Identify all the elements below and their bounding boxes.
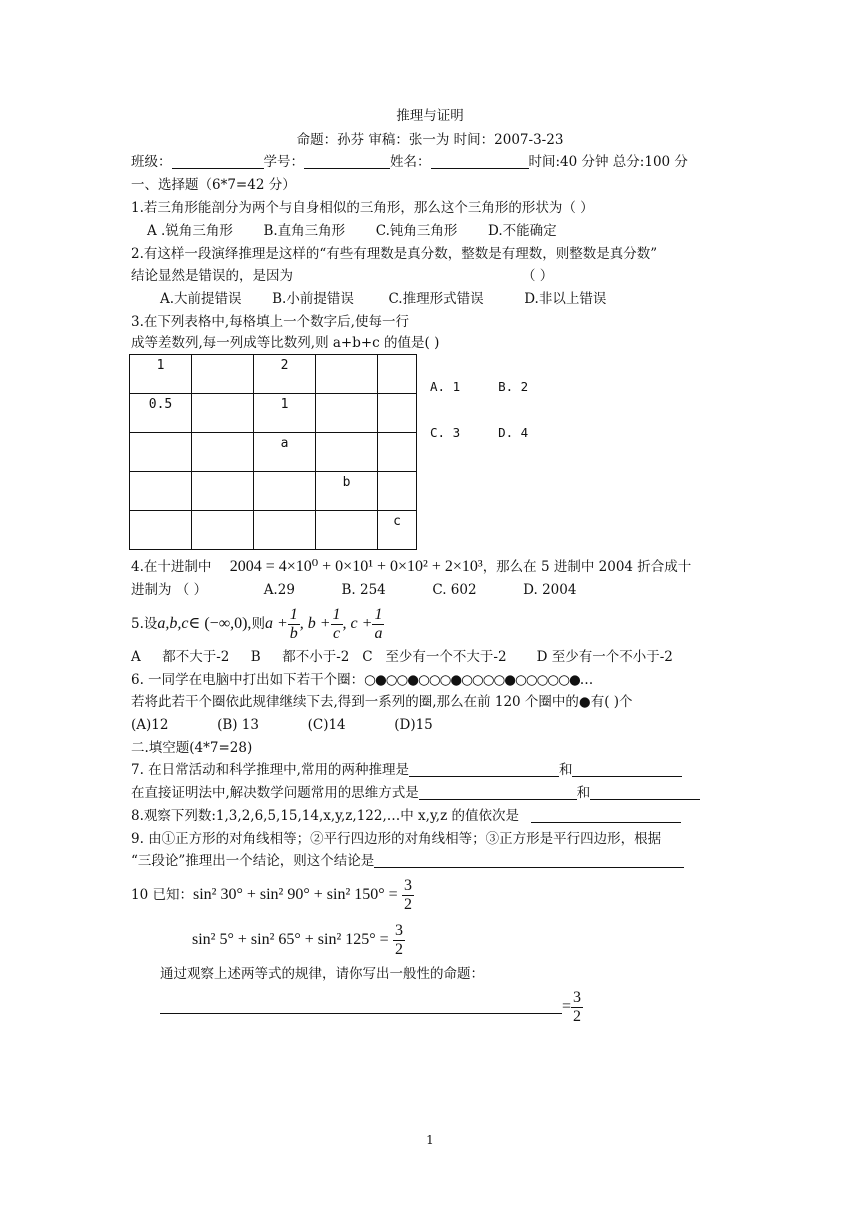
q7-line1 [131, 760, 682, 780]
q8-text: 8.观察下列数:1,3,2,6,5,15,14,x,y,z,122,…中 x,y,z 的值依次是 [131, 808, 519, 824]
q2-stem-line1: 2.有这样一段演绎推理是这样的“有些有理数是真分数，整数是有理数，则整数是真分数” [131, 246, 658, 262]
class-blank[interactable] [172, 154, 264, 169]
q6-option-d: (D)15 [394, 717, 433, 733]
grid-cell [130, 511, 192, 550]
q2-option-d: D.非以上错误 [524, 291, 607, 307]
q4-option-b: B. 254 [341, 582, 386, 598]
grid-cell [192, 472, 254, 511]
q6-option-c: (C)14 [307, 717, 346, 733]
q10-fraction-3 [571, 989, 583, 1026]
grid-cell [192, 511, 254, 550]
student-info-line [131, 152, 688, 172]
grid-cell: 1 [130, 355, 192, 394]
grid-cell: 2 [254, 355, 316, 394]
grid-cell [316, 511, 378, 550]
q2-answer-paren: （ ） [522, 268, 554, 284]
q9-blank[interactable] [374, 853, 684, 868]
q10-frac-den: 2 [573, 1008, 582, 1025]
name-label: 姓名： [390, 154, 431, 170]
q5-frac-num: 1 [332, 606, 341, 623]
q2-option-a: A.大前提错误 [160, 291, 242, 307]
q6-circle-sequence: ○●○○●○○○●○○○○●○○○○○●… [364, 672, 593, 688]
grid-cell [254, 472, 316, 511]
q5-fraction-b [288, 606, 300, 643]
grid-cell [378, 394, 417, 433]
q10-answer-line [160, 986, 583, 1028]
q5-fraction-a [372, 606, 384, 643]
grid-row [130, 472, 417, 511]
grid-cell [254, 511, 316, 550]
q4-option-d: D. 2004 [523, 582, 577, 598]
q10-frac-num: 3 [573, 989, 582, 1006]
q5-expr-c: , c + [342, 615, 373, 632]
student-no-label: 学号： [263, 154, 304, 170]
q4-line2-text: 进制为 （ ） [131, 582, 208, 598]
page-title: 推理与证明 [396, 108, 464, 124]
grid-cell: 0.5 [130, 394, 192, 433]
q7-line1-text: 7. 在日常活动和科学推理中,常用的两种推理是 [131, 762, 409, 778]
q7-blank-2[interactable] [572, 762, 682, 777]
q3-option-b: B. 2 [498, 379, 529, 394]
q10-frac-num: 3 [394, 922, 403, 939]
q4-option-c: C. 602 [432, 582, 477, 598]
q3-option-a: A. 1 [430, 379, 461, 394]
q7-and-1: 和 [558, 762, 573, 778]
q7-line2-text: 在直接证明法中,解决数学问题常用的思维方式是 [131, 785, 419, 801]
q2-option-b: B.小前提错误 [272, 291, 354, 307]
q1-option-d: D.不能确定 [487, 223, 557, 239]
grid-cell [378, 355, 417, 394]
q10-eqsign: = [562, 998, 572, 1015]
q9-line1: 9. 由①正方形的对角线相等；②平行四边形的对角线相等；③正方形是平行四边形，根据 [131, 831, 662, 847]
q4-prefix: 4.在十进制中 [131, 559, 212, 575]
grid-row [130, 355, 417, 394]
q6-line2: 若将此若干个圈依此规律继续下去,得到一系列的圈,那么在前 120 个圈中的●有( )个 [131, 694, 633, 710]
q7-and-2: 和 [576, 785, 591, 801]
q10-label: 10 已知： [131, 887, 193, 903]
q5-stem [131, 604, 384, 644]
q5-frac-den: c [332, 625, 341, 642]
q3-options-row1 [430, 377, 528, 397]
q3-options-row2 [430, 423, 528, 443]
grid-cell [192, 355, 254, 394]
grid-cell [316, 433, 378, 472]
q10-frac-den: 2 [403, 896, 412, 913]
grid-cell [378, 472, 417, 511]
q7-line2 [131, 783, 700, 803]
q9-line2 [131, 851, 684, 871]
q5-expr-b: , b + [299, 615, 331, 632]
q3-number-grid [129, 354, 417, 550]
q5-prefix: 5.设 [131, 616, 158, 632]
q10-eq1: sin² 30° + sin² 90° + sin² 150° = [192, 886, 398, 903]
q5-frac-num: 1 [289, 606, 298, 623]
grid-cell: c [378, 511, 417, 550]
grid-cell [378, 433, 417, 472]
q4-equation: 2004 = 4×10⁰ + 0×10¹ + 0×10² + 2×10³ [229, 558, 483, 575]
q1-stem: 1.若三角形能剖分为两个与自身相似的三角形，那么这个三角形的形状为（ ） [131, 200, 594, 216]
q9-line2-text: “三段论”推理出一个结论，则这个结论是 [131, 853, 375, 869]
q6-line1-text: 6. 一同学在电脑中打出如下若干个圈： [131, 672, 365, 688]
q5-then: 则 [251, 616, 265, 632]
q4-suffix: ，那么在 5 进制中 2004 折合成十 [482, 559, 692, 575]
page-number: 1 [426, 1133, 434, 1147]
grid-cell [316, 394, 378, 433]
q3-stem-line2: 成等差数列,每一列成等比数列,则 a+b+c 的值是( ) [131, 335, 440, 351]
q10-fraction-2 [393, 922, 405, 959]
grid-cell [130, 433, 192, 472]
time-limit: 时间:40 分钟 总分:100 分 [528, 154, 688, 170]
student-no-blank[interactable] [304, 154, 390, 169]
q6-option-a: (A)12 [131, 717, 169, 733]
q5-expr-a: a + [264, 615, 288, 632]
q10-prompt: 通过观察上述两等式的规律，请你写出一般性的命题： [160, 966, 484, 982]
q8-line [131, 806, 681, 826]
q6-line1 [131, 670, 592, 690]
q1-option-c: C.钝角三角形 [375, 223, 458, 239]
section-fill-title: 二.填空题(4*7=28) [131, 740, 253, 756]
grid-cell [316, 355, 378, 394]
q3-option-c: C. 3 [430, 425, 461, 440]
q4-line1 [131, 557, 691, 577]
q10-fraction-1 [402, 877, 414, 914]
q7-blank-1[interactable] [409, 762, 559, 777]
q5-frac-num: 1 [374, 606, 383, 623]
q5-vars: a,b,c [157, 615, 189, 632]
grid-cell [192, 394, 254, 433]
q2-options [160, 289, 606, 309]
grid-cell: a [254, 433, 316, 472]
q10-eq2: sin² 5° + sin² 65° + sin² 125° = [192, 931, 389, 948]
q10-frac-num: 3 [403, 877, 412, 894]
section-choice-title: 一、选择题（6*7=42 分） [131, 177, 296, 193]
q4-line2 [131, 580, 576, 600]
grid-cell [130, 472, 192, 511]
grid-row [130, 511, 417, 550]
q10-line2 [192, 919, 405, 961]
q7-blank-3[interactable] [419, 785, 577, 800]
q1-options [147, 221, 557, 241]
author-meta: 命题：孙芬 审稿：张一为 时间：2007-3-23 [296, 132, 564, 148]
q6-option-b: (B) 13 [217, 717, 259, 733]
q1-option-a: A .锐角三角形 [147, 223, 233, 239]
q5-frac-den: b [289, 625, 298, 642]
q10-frac-den: 2 [394, 941, 403, 958]
q3-stem-line1: 3.在下列表格中,每格填上一个数字后,使每一行 [131, 314, 409, 330]
q5-fraction-c [331, 606, 343, 643]
grid-cell: 1 [254, 394, 316, 433]
grid-cell [192, 433, 254, 472]
q5-interval: ∈ (−∞,0), [188, 615, 252, 632]
q2-option-c: C.推理形式错误 [388, 291, 484, 307]
q3-option-d: D. 4 [498, 425, 529, 440]
grid-cell: b [316, 472, 378, 511]
q2-stem-line2: 结论显然是错误的，是因为 [131, 268, 293, 284]
q4-option-a: A.29 [263, 582, 295, 598]
grid-row [130, 394, 417, 433]
q5-frac-den: a [374, 625, 383, 642]
grid-row [130, 433, 417, 472]
q5-options: A 都不大于-2 B 都不小于-2 C 至少有一个不大于-2 D 至少有一个不小于-2 [131, 649, 673, 665]
class-label: 班级： [131, 154, 172, 170]
q10-blank[interactable] [160, 999, 562, 1014]
name-blank[interactable] [431, 154, 529, 169]
q6-options [131, 715, 433, 735]
q1-option-b: B.直角三角形 [263, 223, 346, 239]
q7-blank-4[interactable] [590, 785, 700, 800]
q8-blank[interactable] [531, 808, 681, 823]
q10-line1 [131, 874, 414, 916]
